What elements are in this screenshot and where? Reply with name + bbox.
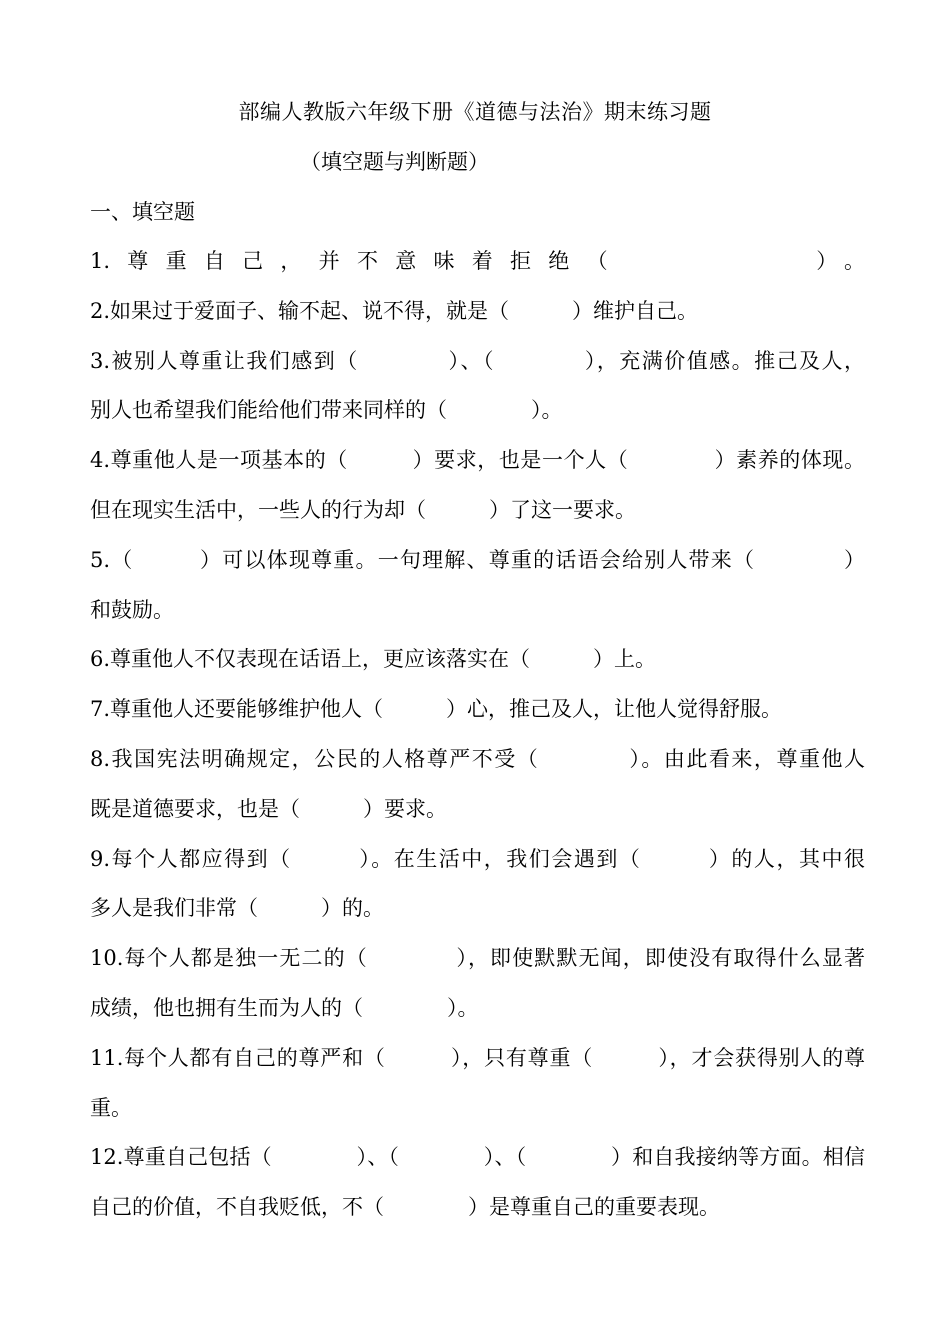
question-line: 2.如果过于爱面子、输不起、说不得，就是（ ）维护自己。	[90, 298, 699, 323]
section-heading: 一、填空题	[90, 200, 195, 224]
question-line: 4.尊重他人是一项基本的（ ）要求，也是一个人（ ）素养的体现。	[90, 448, 865, 473]
question-line: 7.尊重他人还要能够维护他人（ ）心，推己及人，让他人觉得舒服。	[90, 697, 783, 722]
document-subtitle: （填空题与判断题）	[300, 150, 489, 174]
question-line: 重。	[90, 1095, 132, 1120]
question-line: 但在现实生活中，一些人的行为却（ ）了这一要求。	[90, 497, 636, 522]
document-title: 部编人教版六年级下册《道德与法治》期末练习题	[238, 100, 712, 124]
question-line: 自己的价值，不自我贬低，不（ ）是尊重自己的重要表现。	[90, 1195, 720, 1220]
question-line: 6.尊重他人不仅表现在话语上，更应该落实在（ ）上。	[90, 647, 657, 672]
question-line: 12.尊重自己包括（ ）、（ ）、（ ）和自我接纳等方面。相信	[90, 1145, 865, 1170]
question-line: 多人是我们非常（ ）的。	[90, 896, 384, 921]
question-line: 既是道德要求，也是（ ）要求。	[90, 796, 447, 821]
question-line: 5.（ ）可以体现尊重。一句理解、尊重的话语会给别人带来（ ）	[90, 547, 865, 572]
question-line: 别人也希望我们能给他们带来同样的（ ）。	[90, 398, 563, 423]
question-line: 1.尊重自己，并不意味着拒绝（ ）。	[90, 249, 865, 273]
question-line: 和鼓励。	[90, 597, 174, 622]
question-line: 8.我国宪法明确规定，公民的人格尊严不受（ ）。由此看来，尊重他人	[90, 746, 865, 771]
question-line: 成绩，他也拥有生而为人的（ ）。	[90, 995, 479, 1020]
question-line: 10.每个人都是独一无二的（ ），即使默默无闻，即使没有取得什么显著	[90, 946, 865, 971]
question-line: 9.每个人都应得到（ ）。在生活中，我们会遇到（ ）的人，其中很	[90, 846, 865, 871]
question-line: 3.被别人尊重让我们感到（ ）、（ ），充满价值感。推己及人，	[90, 348, 865, 373]
fill-in-questions	[90, 245, 865, 1241]
question-line: 11.每个人都有自己的尊严和（ ），只有尊重（ ），才会获得别人的尊	[90, 1045, 865, 1070]
